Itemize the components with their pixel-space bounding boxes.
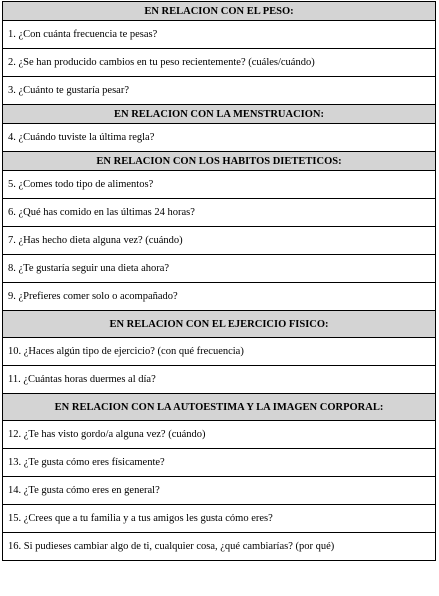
question-11: 11. ¿Cuántas horas duermes al día? xyxy=(3,366,436,394)
question-4: 4. ¿Cuándo tuviste la última regla? xyxy=(3,124,436,152)
question-row xyxy=(3,49,436,77)
question-row xyxy=(3,338,436,366)
question-row xyxy=(3,477,436,505)
question-row xyxy=(3,77,436,105)
question-7: 7. ¿Has hecho dieta alguna vez? (cuándo) xyxy=(3,227,436,255)
section-header-menstruacion: EN RELACION CON LA MENSTRUACION: xyxy=(3,105,436,124)
question-10: 10. ¿Haces algún tipo de ejercicio? (con qué frecuencia) xyxy=(3,338,436,366)
question-3: 3. ¿Cuánto te gustaría pesar? xyxy=(3,77,436,105)
question-5: 5. ¿Comes todo tipo de alimentos? xyxy=(3,171,436,199)
section-header-row xyxy=(3,2,436,21)
question-15: 15. ¿Crees que a tu familia y a tus amigos les gusta cómo eres? xyxy=(3,505,436,533)
question-2: 2. ¿Se han producido cambios en tu peso recientemente? (cuáles/cuándo) xyxy=(3,49,436,77)
question-row xyxy=(3,199,436,227)
question-row xyxy=(3,21,436,49)
section-header-row xyxy=(3,311,436,338)
section-header-row xyxy=(3,152,436,171)
question-row xyxy=(3,227,436,255)
question-9: 9. ¿Prefieres comer solo o acompañado? xyxy=(3,283,436,311)
question-row xyxy=(3,283,436,311)
question-12: 12. ¿Te has visto gordo/a alguna vez? (cuándo) xyxy=(3,421,436,449)
question-6: 6. ¿Qué has comido en las últimas 24 horas? xyxy=(3,199,436,227)
question-row xyxy=(3,505,436,533)
question-row xyxy=(3,366,436,394)
questionnaire-table xyxy=(2,1,436,561)
question-row xyxy=(3,449,436,477)
question-16: 16. Si pudieses cambiar algo de ti, cualquier cosa, ¿qué cambiarías? (por qué) xyxy=(3,533,436,561)
question-13: 13. ¿Te gusta cómo eres físicamente? xyxy=(3,449,436,477)
question-8: 8. ¿Te gustaría seguir una dieta ahora? xyxy=(3,255,436,283)
question-14: 14. ¿Te gusta cómo eres en general? xyxy=(3,477,436,505)
question-row xyxy=(3,421,436,449)
section-header-row xyxy=(3,105,436,124)
questionnaire-body xyxy=(3,2,436,561)
section-header-row xyxy=(3,394,436,421)
question-row xyxy=(3,533,436,561)
section-header-ejercicio: EN RELACION CON EL EJERCICIO FISICO: xyxy=(3,311,436,338)
question-row xyxy=(3,171,436,199)
section-header-autoestima: EN RELACION CON LA AUTOESTIMA Y LA IMAGEN CORPORAL: xyxy=(3,394,436,421)
question-1: 1. ¿Con cuánta frecuencia te pesas? xyxy=(3,21,436,49)
question-row xyxy=(3,124,436,152)
question-row xyxy=(3,255,436,283)
section-header-peso: EN RELACION CON EL PESO: xyxy=(3,2,436,21)
section-header-habitos: EN RELACION CON LOS HABITOS DIETETICOS: xyxy=(3,152,436,171)
